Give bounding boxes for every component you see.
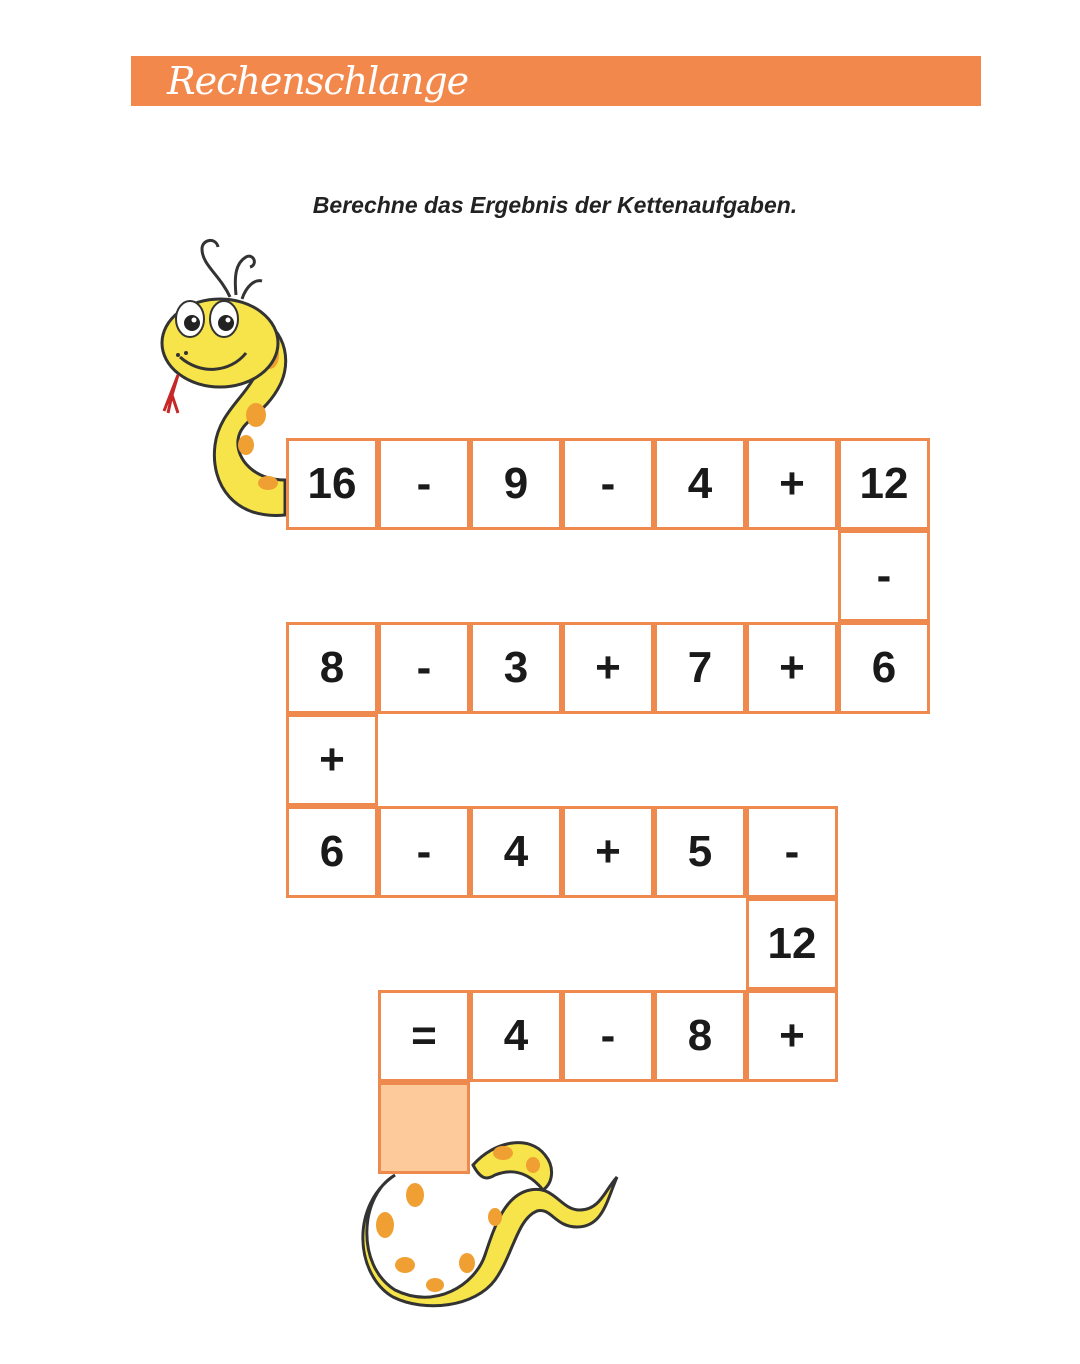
grid-cell-row3-2: - [378, 806, 470, 898]
grid-cell-connector-2: + [286, 714, 378, 806]
grid-cell-row3-1: 6 [286, 806, 378, 898]
answer-cell[interactable] [378, 1082, 470, 1174]
grid-cell-row1-6: + [746, 438, 838, 530]
grid-cell-row3-5: 5 [654, 806, 746, 898]
grid-cell-row2-5: 7 [654, 622, 746, 714]
grid-cell-row1-4: - [562, 438, 654, 530]
grid-cell-row3-3: 4 [470, 806, 562, 898]
grid-cell-row4-5: + [746, 990, 838, 1082]
grid-cell-row3-4: + [562, 806, 654, 898]
grid-cell-row2-2: - [378, 622, 470, 714]
grid-cell-connector-3: 12 [746, 898, 838, 990]
grid-cell-row2-1: 8 [286, 622, 378, 714]
grid-cell-row1-5: 4 [654, 438, 746, 530]
grid-cell-row4-2: 4 [470, 990, 562, 1082]
page-title: Rechenschlange [167, 59, 469, 103]
instruction-text: Berechne das Ergebnis der Kettenaufgaben. [312, 192, 798, 218]
header-bar [131, 56, 981, 106]
grid-cell-row2-7: 6 [838, 622, 930, 714]
grid-cell-row1-2: - [378, 438, 470, 530]
grid-cell-row1-1: 16 [286, 438, 378, 530]
grid-cell-connector-1: - [838, 530, 930, 622]
grid-cell-row4-3: - [562, 990, 654, 1082]
snake-head-illustration [150, 235, 300, 525]
grid-cell-row2-6: + [746, 622, 838, 714]
grid-cell-row3-6: - [746, 806, 838, 898]
grid-cell-row1-3: 9 [470, 438, 562, 530]
grid-cell-row2-4: + [562, 622, 654, 714]
grid-cell-row4-1: = [378, 990, 470, 1082]
grid-cell-row4-4: 8 [654, 990, 746, 1082]
grid-cell-row1-7: 12 [838, 438, 930, 530]
grid-cell-row2-3: 3 [470, 622, 562, 714]
